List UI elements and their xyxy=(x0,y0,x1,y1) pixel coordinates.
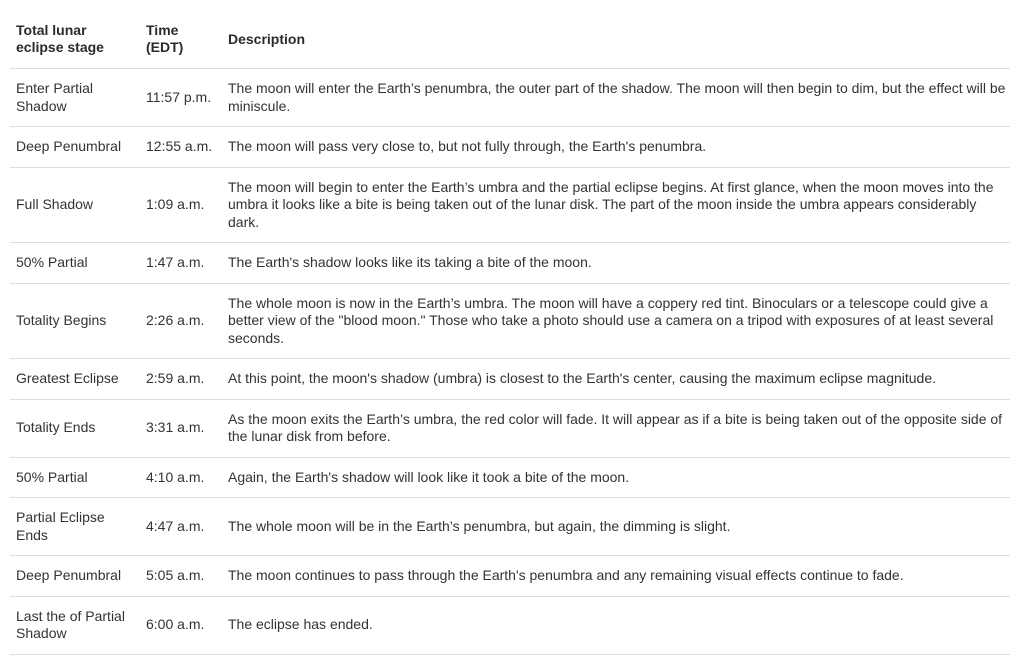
stage-cell: Deep Penumbral xyxy=(10,556,140,597)
table-row xyxy=(10,167,1010,243)
time-cell: 1:47 a.m. xyxy=(140,243,222,284)
stage-cell: Deep Penumbral xyxy=(10,127,140,168)
description-cell: The whole moon is now in the Earth’s umbra. The moon will have a coppery red tint. Binoculars or a telescope could give a better view of the "blood moon." Those who take a photo should use a camera on a tripod with exposures of at least several seconds. xyxy=(222,283,1010,359)
table-header xyxy=(10,0,1010,69)
table-row xyxy=(10,283,1010,359)
stage-cell: Full Shadow xyxy=(10,167,140,243)
description-cell: Again, the Earth's shadow will look like it took a bite of the moon. xyxy=(222,457,1010,498)
table-row xyxy=(10,457,1010,498)
header-stage: Total lunar eclipse stage xyxy=(10,0,140,69)
header-description: Description xyxy=(222,0,1010,69)
description-cell: As the moon exits the Earth’s umbra, the red color will fade. It will appear as if a bite is being taken out of the opposite side of the lunar disk from before. xyxy=(222,399,1010,457)
description-cell: The moon will enter the Earth’s penumbra, the outer part of the shadow. The moon will then begin to dim, but the effect will be miniscule. xyxy=(222,69,1010,127)
stage-cell: Enter Partial Shadow xyxy=(10,69,140,127)
header-time: Time (EDT) xyxy=(140,0,222,69)
header-row xyxy=(10,0,1010,69)
table-row xyxy=(10,498,1010,556)
table-row xyxy=(10,127,1010,168)
time-cell: 5:05 a.m. xyxy=(140,556,222,597)
time-cell: 1:09 a.m. xyxy=(140,167,222,243)
stage-cell: Last the of Partial Shadow xyxy=(10,596,140,654)
time-cell: 4:10 a.m. xyxy=(140,457,222,498)
table-row xyxy=(10,596,1010,654)
eclipse-timeline-table xyxy=(10,0,1010,655)
description-cell: The eclipse has ended. xyxy=(222,596,1010,654)
stage-cell: 50% Partial xyxy=(10,243,140,284)
table-row xyxy=(10,243,1010,284)
eclipse-timeline-table-container xyxy=(10,0,1010,655)
stage-cell: Greatest Eclipse xyxy=(10,359,140,400)
time-cell: 4:47 a.m. xyxy=(140,498,222,556)
table-row xyxy=(10,359,1010,400)
time-cell: 2:26 a.m. xyxy=(140,283,222,359)
stage-cell: 50% Partial xyxy=(10,457,140,498)
description-cell: The moon continues to pass through the Earth's penumbra and any remaining visual effects continue to fade. xyxy=(222,556,1010,597)
description-cell: At this point, the moon's shadow (umbra) is closest to the Earth's center, causing the maximum eclipse magnitude. xyxy=(222,359,1010,400)
time-cell: 3:31 a.m. xyxy=(140,399,222,457)
time-cell: 11:57 p.m. xyxy=(140,69,222,127)
description-cell: The whole moon will be in the Earth’s penumbra, but again, the dimming is slight. xyxy=(222,498,1010,556)
time-cell: 12:55 a.m. xyxy=(140,127,222,168)
table-row xyxy=(10,69,1010,127)
time-cell: 6:00 a.m. xyxy=(140,596,222,654)
description-cell: The moon will pass very close to, but not fully through, the Earth's penumbra. xyxy=(222,127,1010,168)
table-row xyxy=(10,556,1010,597)
stage-cell: Totality Ends xyxy=(10,399,140,457)
table-body xyxy=(10,69,1010,655)
stage-cell: Totality Begins xyxy=(10,283,140,359)
time-cell: 2:59 a.m. xyxy=(140,359,222,400)
stage-cell: Partial Eclipse Ends xyxy=(10,498,140,556)
description-cell: The moon will begin to enter the Earth’s umbra and the partial eclipse begins. At first glance, when the moon moves into the umbra it looks like a bite is being taken out of the lunar disk. The part of the moon inside the umbra appears considerably dark. xyxy=(222,167,1010,243)
table-row xyxy=(10,399,1010,457)
description-cell: The Earth's shadow looks like its taking a bite of the moon. xyxy=(222,243,1010,284)
